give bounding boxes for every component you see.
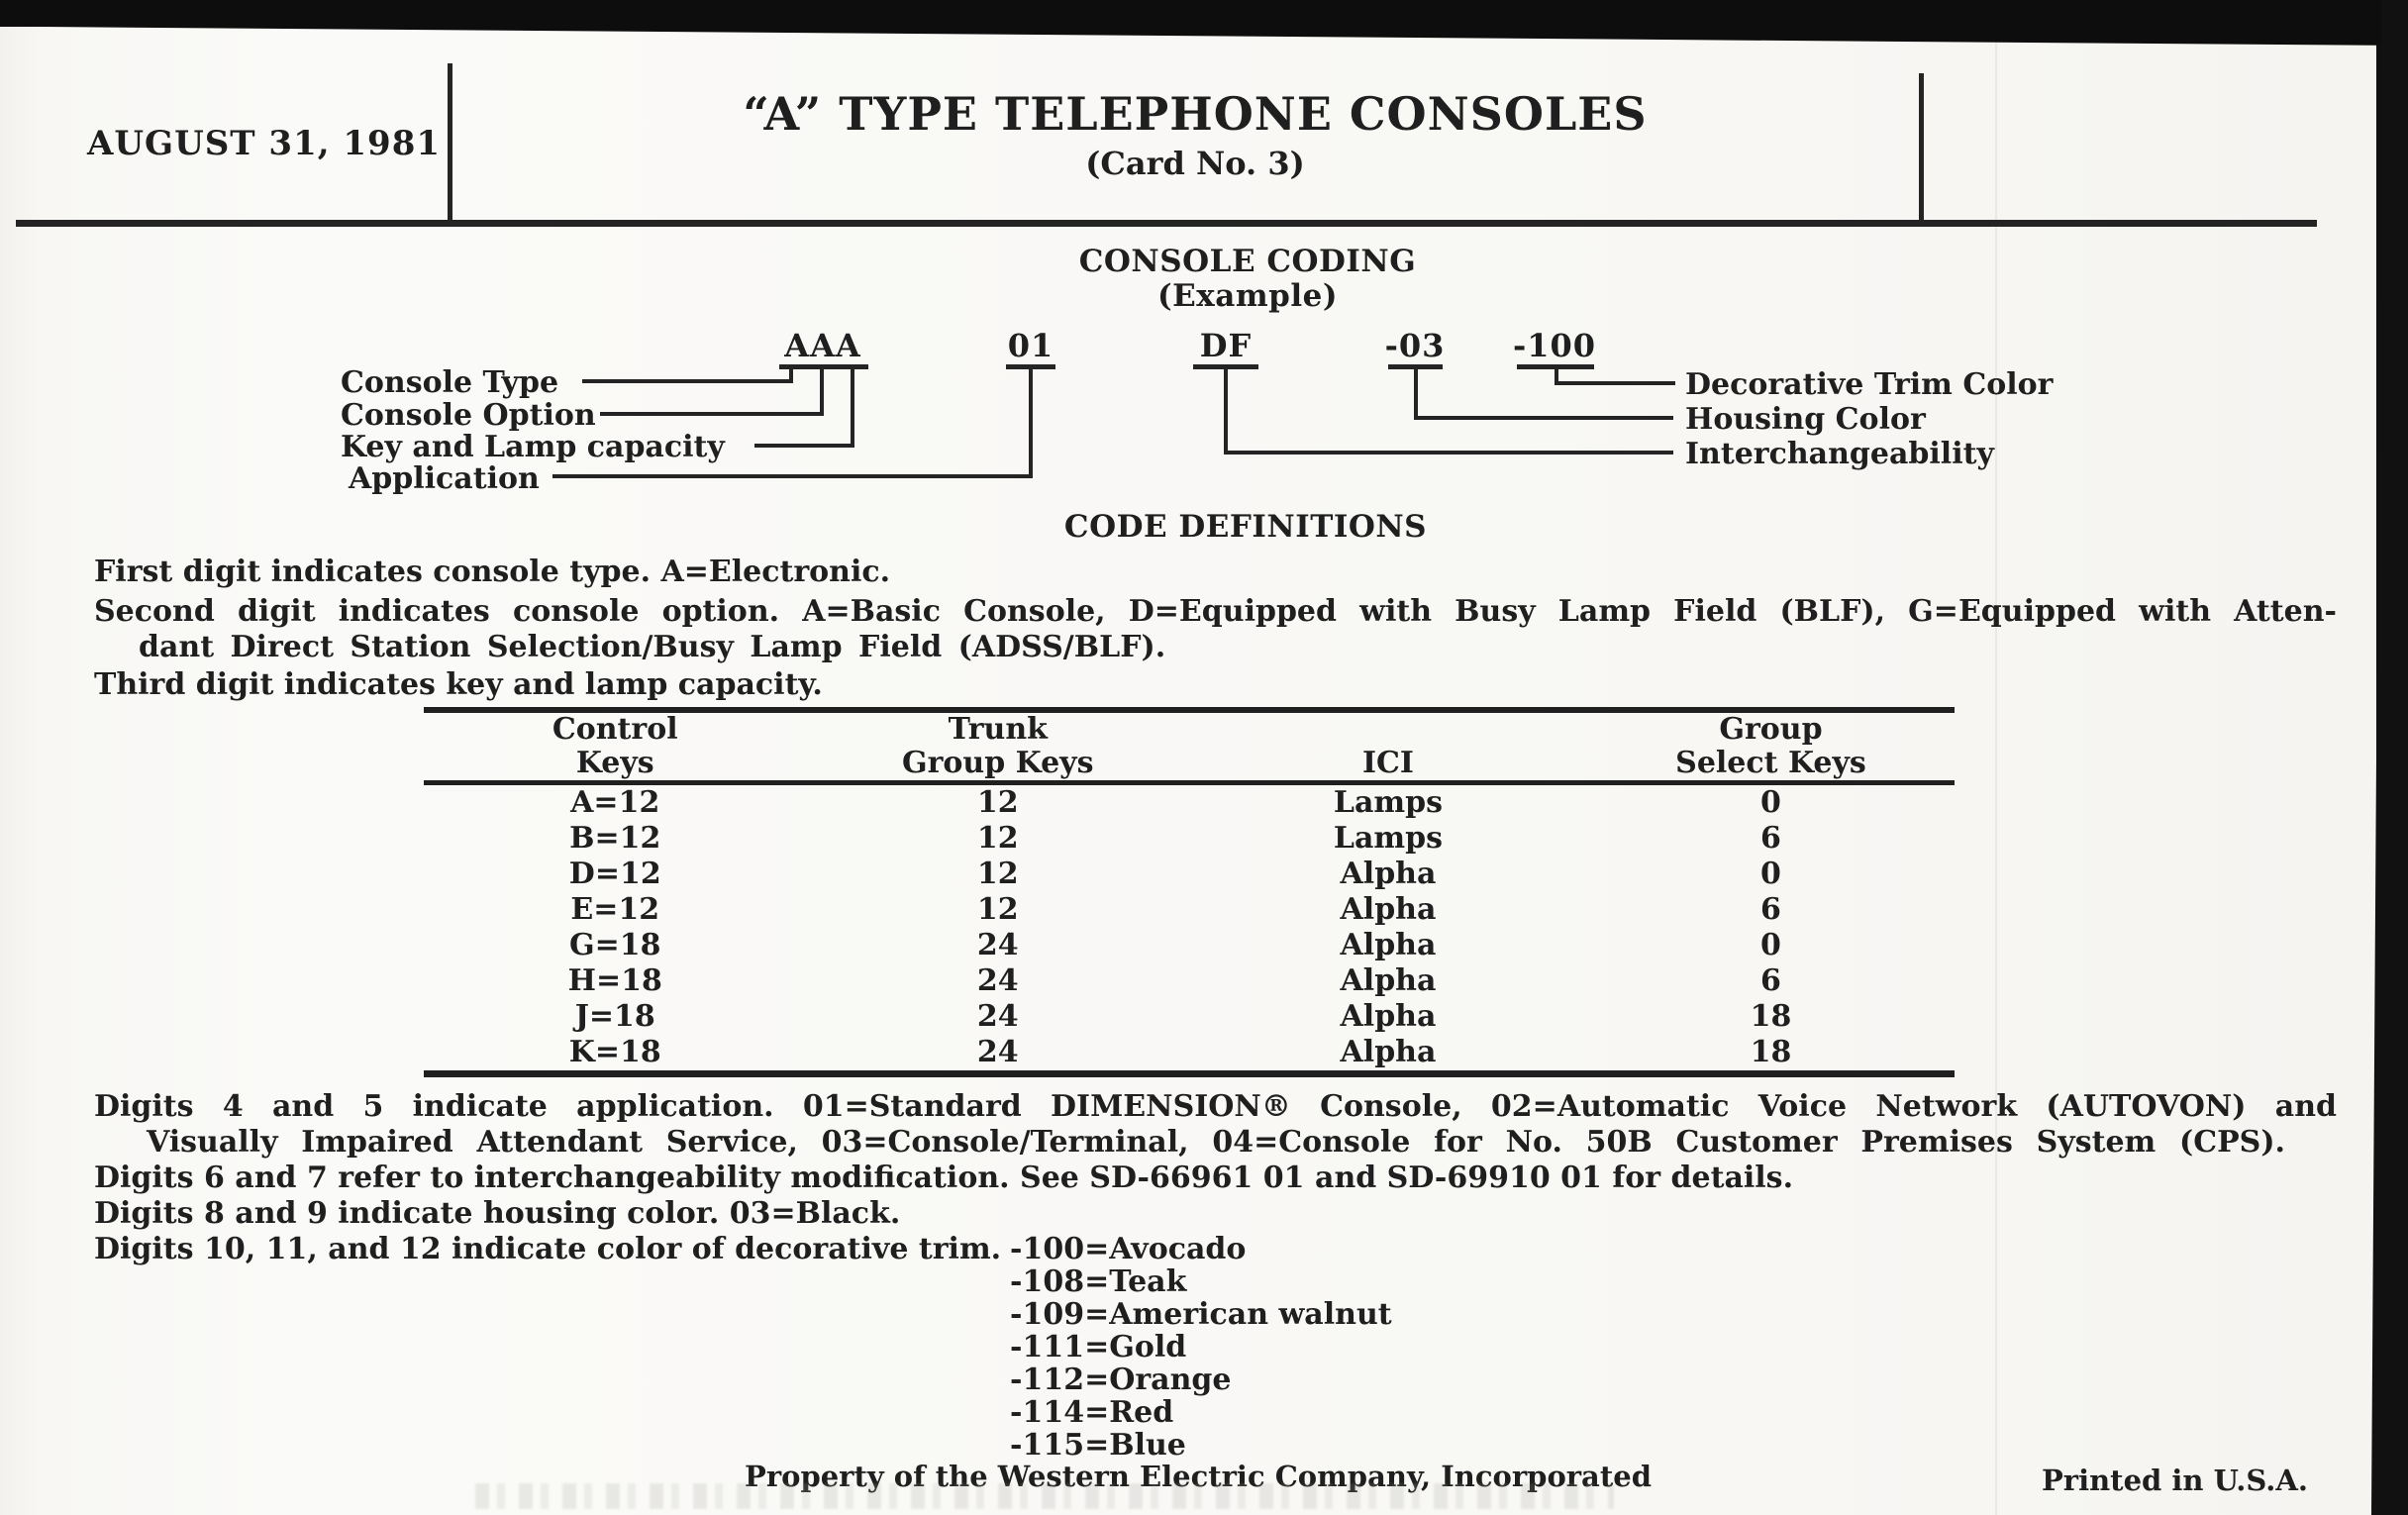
col-header-group-keys: Group Keys bbox=[807, 747, 1190, 783]
scan-seam-line bbox=[1995, 30, 1997, 1515]
code-token-console: AAA bbox=[784, 327, 861, 364]
label-console-option: Console Option bbox=[341, 398, 596, 433]
table-row bbox=[424, 928, 1955, 963]
scanner-edge-right bbox=[2371, 0, 2408, 1515]
cell: K=18 bbox=[568, 1035, 661, 1069]
definition-third-digit: Third digit indicates key and lamp capacity. bbox=[94, 667, 823, 702]
lead-trim-h bbox=[1558, 381, 1675, 385]
trim-color-gold: -111=Gold bbox=[1010, 1330, 1187, 1364]
cell: H=18 bbox=[567, 963, 662, 998]
trim-color-blue: -115=Blue bbox=[1010, 1428, 1186, 1463]
table-row bbox=[424, 892, 1955, 928]
coding-heading: CONSOLE CODING bbox=[1078, 244, 1417, 279]
cell: 6 bbox=[1760, 821, 1781, 856]
cell: 24 bbox=[976, 928, 1019, 962]
cell: 24 bbox=[976, 963, 1019, 998]
table-header-row-1 bbox=[424, 710, 1955, 747]
table-row bbox=[424, 857, 1955, 892]
trim-color-orange: -112=Orange bbox=[1010, 1363, 1232, 1397]
lead-application-h bbox=[552, 474, 1033, 478]
trim-color-avocado: -100=Avocado bbox=[1010, 1232, 1247, 1266]
cell: 12 bbox=[976, 785, 1019, 820]
definition-second-digit-line2: dant Direct Station Selection/Busy Lamp Field (ADSS/BLF). bbox=[139, 630, 1166, 664]
code-token-trim: -100 bbox=[1512, 327, 1597, 364]
cell: 0 bbox=[1760, 928, 1781, 962]
cell: 18 bbox=[1750, 1035, 1792, 1069]
col-header-keys: Keys bbox=[424, 747, 807, 783]
cell: B=12 bbox=[569, 821, 661, 856]
label-decorative-trim-color: Decorative Trim Color bbox=[1685, 367, 2054, 402]
cell: Alpha bbox=[1340, 999, 1437, 1034]
cell: A=12 bbox=[570, 785, 660, 820]
header-divider-left bbox=[448, 63, 452, 220]
cell: Alpha bbox=[1340, 892, 1437, 927]
cell: E=12 bbox=[570, 892, 660, 927]
label-key-lamp-capacity: Key and Lamp capacity bbox=[341, 430, 725, 464]
cell: 12 bbox=[976, 892, 1019, 927]
issue-date: AUGUST 31, 1981 bbox=[87, 124, 442, 163]
col-header-select-keys: Select Keys bbox=[1587, 747, 1955, 783]
capacity-table bbox=[424, 707, 1955, 1077]
cell: 0 bbox=[1760, 857, 1781, 891]
col-header-trunk: Trunk bbox=[948, 712, 1048, 747]
table-row bbox=[424, 821, 1955, 857]
cell: J=18 bbox=[574, 999, 655, 1034]
table-row bbox=[424, 999, 1955, 1035]
property-notice: Property of the Western Electric Company, Incorporated bbox=[745, 1460, 1652, 1493]
lead-interchangeability-v bbox=[1224, 367, 1228, 454]
lead-key-lamp-v bbox=[851, 367, 854, 448]
definitions-heading: CODE DEFINITIONS bbox=[1063, 509, 1428, 545]
col-header-ici: ICI bbox=[1189, 747, 1587, 783]
cell: Alpha bbox=[1340, 928, 1437, 962]
cell: G=18 bbox=[568, 928, 661, 962]
digits-10-11-12: Digits 10, 11, and 12 indicate color of decorative trim. bbox=[94, 1232, 1002, 1266]
cell: 18 bbox=[1750, 999, 1792, 1034]
col-header-control: Control bbox=[552, 712, 678, 747]
cell: 24 bbox=[976, 1035, 1019, 1069]
lead-console-option-h bbox=[600, 412, 824, 416]
lead-housing-h bbox=[1418, 416, 1673, 420]
table-header-row-2 bbox=[424, 747, 1955, 783]
digits-8-9: Digits 8 and 9 indicate housing color. 03=Black. bbox=[94, 1196, 901, 1231]
lead-housing-v bbox=[1414, 367, 1418, 420]
col-header-group: Group bbox=[1719, 712, 1823, 747]
definition-first-digit: First digit indicates console type. A=Electronic. bbox=[94, 555, 891, 589]
cell: Alpha bbox=[1340, 963, 1437, 998]
cell: 0 bbox=[1760, 785, 1781, 820]
digits-6-7: Digits 6 and 7 refer to interchangeability modification. See SD-66961 01 and SD-69910 01 for details. bbox=[94, 1161, 1794, 1195]
cell: Alpha bbox=[1340, 857, 1437, 891]
cell: Lamps bbox=[1333, 785, 1444, 820]
lead-application-v bbox=[1029, 367, 1033, 478]
cell: D=12 bbox=[568, 857, 661, 891]
cell: 6 bbox=[1760, 963, 1781, 998]
trim-color-teak: -108=Teak bbox=[1010, 1264, 1187, 1299]
table-row bbox=[424, 963, 1955, 999]
table-row bbox=[424, 783, 1955, 822]
header-divider-right bbox=[1919, 73, 1924, 221]
lead-key-lamp-h bbox=[754, 444, 854, 448]
code-token-application: 01 bbox=[1007, 327, 1054, 364]
label-application: Application bbox=[349, 461, 540, 496]
cell: Lamps bbox=[1333, 821, 1444, 856]
code-token-housing: -03 bbox=[1384, 327, 1446, 364]
label-interchangeability: Interchangeability bbox=[1685, 437, 1994, 471]
page-title: “A” TYPE TELEPHONE CONSOLES bbox=[743, 87, 1648, 141]
label-console-type: Console Type bbox=[341, 365, 559, 400]
lead-interchangeability-h bbox=[1228, 451, 1673, 454]
label-housing-color: Housing Color bbox=[1685, 402, 1926, 437]
cell: Alpha bbox=[1340, 1035, 1437, 1069]
cell: 24 bbox=[976, 999, 1019, 1034]
header-rule bbox=[16, 220, 2317, 227]
col-header-blank bbox=[1189, 710, 1587, 747]
digits-4-5-line2: Visually Impaired Attendant Service, 03=Console/Terminal, 04=Console for No. 50B Customer Premises System (CPS). bbox=[147, 1125, 2285, 1160]
lead-console-type-h bbox=[582, 379, 791, 383]
cell: 12 bbox=[976, 821, 1019, 856]
cell: 6 bbox=[1760, 892, 1781, 927]
lead-console-option-v bbox=[820, 367, 824, 416]
trim-color-american-walnut: -109=American walnut bbox=[1010, 1297, 1392, 1332]
trim-color-red: -114=Red bbox=[1010, 1395, 1174, 1430]
definition-second-digit-line1: Second digit indicates console option. A=Basic Console, D=Equipped with Busy Lamp Field (BLF), G=Equipped with Atten- bbox=[94, 594, 2337, 629]
cell: 12 bbox=[976, 857, 1019, 891]
code-token-interchangeability: DF bbox=[1199, 327, 1253, 364]
card-number: (Card No. 3) bbox=[1085, 145, 1305, 182]
coding-subheading: (Example) bbox=[1156, 278, 1339, 314]
digits-4-5-line1: Digits 4 and 5 indicate application. 01=Standard DIMENSION® Console, 02=Automatic Voice Network (AUTOVON) and bbox=[94, 1089, 2337, 1124]
table-row bbox=[424, 1035, 1955, 1074]
printed-in-usa: Printed in U.S.A. bbox=[2042, 1464, 2308, 1497]
bleed-through-artifact bbox=[475, 1483, 1614, 1509]
